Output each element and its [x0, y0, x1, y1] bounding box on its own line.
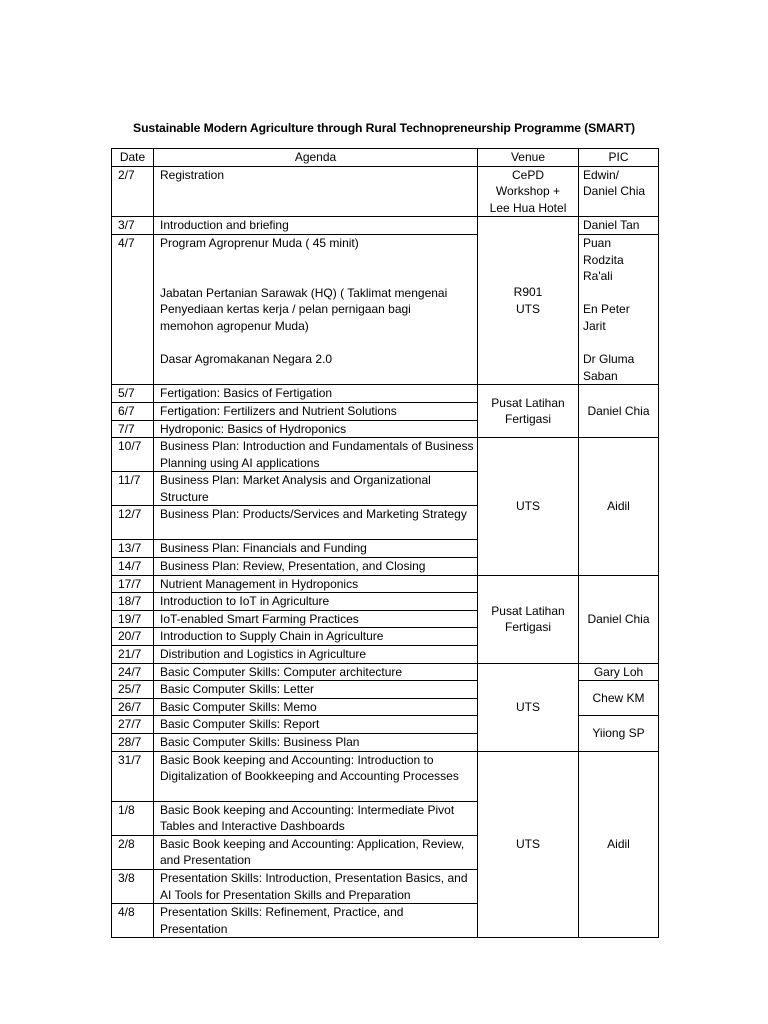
row-date: 24/7 — [112, 663, 154, 681]
pic-line: Jarit — [583, 318, 606, 333]
row-agenda: Basic Computer Skills: Business Plan — [154, 734, 478, 752]
row-pic: Aidil — [579, 438, 659, 576]
row-agenda — [154, 234, 478, 384]
venue-line: CePD — [511, 167, 544, 182]
venue-line: Fertigasi — [504, 620, 551, 635]
pic-line: Dr Gluma — [583, 352, 635, 367]
row-date: 28/7 — [112, 734, 154, 752]
header-venue: Venue — [478, 149, 579, 167]
document-title: Sustainable Modern Agriculture through Rural Technopreneurship Programme (SMART) — [133, 121, 635, 135]
venue-line: Pusat Latihan — [491, 603, 565, 618]
spacer — [583, 285, 656, 302]
table-row — [112, 751, 659, 801]
row-date: 3/7 — [112, 217, 154, 235]
row-agenda: Basic Book keeping and Accounting: Introduction to Digitalization of Bookkeeping and Accounting Processes — [154, 751, 478, 801]
schedule-table — [111, 148, 659, 938]
row-venue — [478, 575, 579, 663]
table-header-row — [112, 149, 659, 167]
row-date: 17/7 — [112, 575, 154, 593]
row-date: 18/7 — [112, 593, 154, 611]
row-date: 4/7 — [112, 234, 154, 384]
row-date: 5/7 — [112, 385, 154, 403]
row-agenda: Distribution and Logistics in Agriculture — [154, 646, 478, 664]
table-row — [112, 385, 659, 403]
row-agenda: Business Plan: Review, Presentation, and Closing — [154, 558, 478, 576]
row-agenda: Nutrient Management in Hydroponics — [154, 575, 478, 593]
agenda-line: Jabatan Pertanian Sarawak (HQ) ( Taklimat mengenai — [160, 285, 448, 300]
row-agenda: Registration — [154, 166, 478, 217]
row-date: 12/7 — [112, 506, 154, 540]
agenda-line: Penyediaan kertas kerja / pelan pernigaan bagi — [160, 302, 411, 317]
pic-line: Edwin/ — [583, 167, 620, 182]
row-pic: Chew KM — [579, 681, 659, 716]
row-date: 11/7 — [112, 472, 154, 506]
row-pic: Gary Loh — [579, 663, 659, 681]
row-agenda: Basic Computer Skills: Letter — [154, 681, 478, 699]
row-venue: UTS — [478, 751, 579, 938]
row-date: 14/7 — [112, 558, 154, 576]
row-date: 20/7 — [112, 628, 154, 646]
pic-line: Daniel Chia — [583, 184, 646, 199]
row-date: 26/7 — [112, 698, 154, 716]
row-date: 4/8 — [112, 904, 154, 938]
row-date: 7/7 — [112, 420, 154, 438]
table-row — [112, 575, 659, 593]
row-date: 21/7 — [112, 646, 154, 664]
row-agenda: Introduction and briefing — [154, 217, 478, 235]
row-venue: UTS — [478, 663, 579, 751]
row-pic: Aidil — [579, 751, 659, 938]
venue-line: Workshop + — [495, 184, 561, 199]
row-agenda: Introduction to Supply Chain in Agriculture — [154, 628, 478, 646]
venue-line: Fertigasi — [504, 412, 551, 427]
row-agenda: Fertigation: Fertilizers and Nutrient Solutions — [154, 402, 478, 420]
row-date: 25/7 — [112, 681, 154, 699]
row-date: 6/7 — [112, 402, 154, 420]
agenda-line: memohon agropenur Muda) — [160, 318, 309, 333]
spacer — [160, 252, 474, 285]
row-agenda: Basic Computer Skills: Memo — [154, 698, 478, 716]
row-date: 27/7 — [112, 716, 154, 734]
row-agenda: IoT-enabled Smart Farming Practices — [154, 610, 478, 628]
venue-line: Lee Hua Hotel — [489, 200, 567, 215]
row-date: 2/7 — [112, 166, 154, 217]
row-pic: Daniel Chia — [579, 575, 659, 663]
row-pic — [579, 166, 659, 217]
row-pic: Daniel Chia — [579, 385, 659, 438]
row-venue — [478, 166, 579, 217]
row-agenda: Introduction to IoT in Agriculture — [154, 593, 478, 611]
table-row — [112, 438, 659, 472]
row-date: 13/7 — [112, 540, 154, 558]
pic-line: Rodzita — [583, 252, 624, 267]
row-agenda: Basic Computer Skills: Report — [154, 716, 478, 734]
row-agenda: Business Plan: Products/Services and Marketing Strategy — [154, 506, 478, 540]
row-agenda: Fertigation: Basics of Fertigation — [154, 385, 478, 403]
row-pic: Yiiong SP — [579, 716, 659, 751]
row-agenda: Business Plan: Market Analysis and Organizational Structure — [154, 472, 478, 506]
agenda-line: Dasar Agromakanan Negara 2.0 — [160, 352, 333, 367]
spacer — [583, 335, 656, 352]
row-agenda: Basic Computer Skills: Computer architecture — [154, 663, 478, 681]
row-venue — [478, 385, 579, 438]
header-agenda: Agenda — [154, 149, 478, 167]
row-pic — [579, 234, 659, 384]
row-venue — [478, 217, 579, 385]
pic-line: Puan — [583, 235, 612, 250]
row-agenda: Basic Book keeping and Accounting: Intermediate Pivot Tables and Interactive Dashboards — [154, 801, 478, 835]
row-date: 3/8 — [112, 869, 154, 903]
row-agenda: Presentation Skills: Introduction, Presentation Basics, and AI Tools for Presentation Skills and Preparation — [154, 869, 478, 903]
header-pic: PIC — [579, 149, 659, 167]
pic-line: En Peter — [583, 302, 630, 317]
row-agenda: Business Plan: Introduction and Fundamentals of Business Planning using AI applications — [154, 438, 478, 472]
row-date: 10/7 — [112, 438, 154, 472]
venue-line: Pusat Latihan — [491, 395, 565, 410]
row-agenda: Basic Book keeping and Accounting: Application, Review, and Presentation — [154, 835, 478, 869]
spacer — [160, 335, 474, 352]
row-venue: UTS — [478, 438, 579, 576]
row-date: 31/7 — [112, 751, 154, 801]
row-date: 2/8 — [112, 835, 154, 869]
row-agenda: Hydroponic: Basics of Hydroponics — [154, 420, 478, 438]
row-date: 1/8 — [112, 801, 154, 835]
agenda-line: Program Agroprenur Muda ( 45 minit) — [160, 235, 359, 250]
table-row — [112, 217, 659, 235]
row-agenda: Presentation Skills: Refinement, Practice, and Presentation — [154, 904, 478, 938]
pic-line: Ra'ali — [583, 269, 613, 284]
header-date: Date — [112, 149, 154, 167]
row-pic: Daniel Tan — [579, 217, 659, 235]
table-row — [112, 166, 659, 217]
pic-line: Saban — [583, 368, 618, 383]
venue-line: UTS — [516, 301, 540, 316]
venue-line: R901 — [513, 285, 543, 300]
table-row — [112, 663, 659, 681]
row-date: 19/7 — [112, 610, 154, 628]
row-agenda: Business Plan: Financials and Funding — [154, 540, 478, 558]
